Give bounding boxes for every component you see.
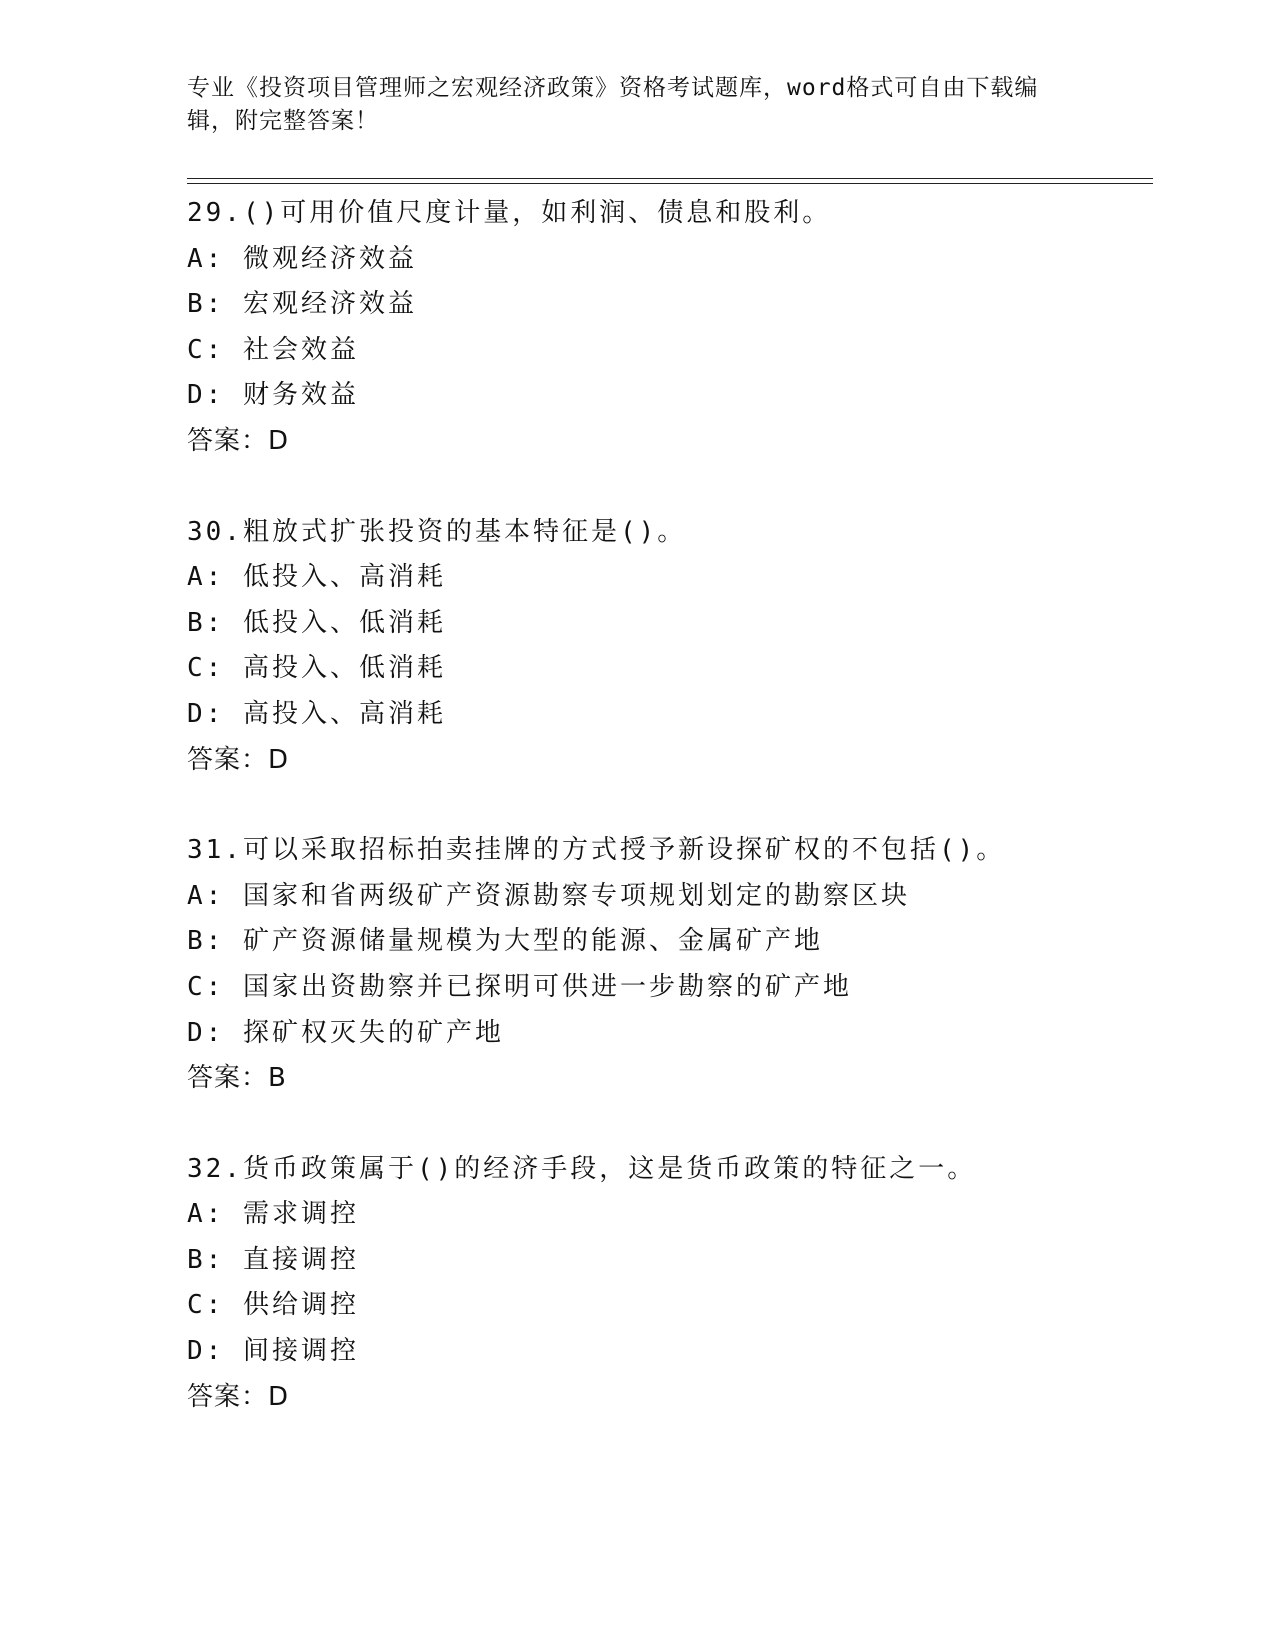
option-b: B: 低投入、低消耗 bbox=[187, 607, 446, 638]
document-header: 专业《投资项目管理师之宏观经济政策》资格考试题库，word格式可自由下载编辑，附完整答案！ bbox=[187, 75, 1039, 134]
option-c: C: 供给调控 bbox=[187, 1290, 359, 1321]
option-d: D: 间接调控 bbox=[187, 1336, 359, 1367]
option-d: D: 探矿权灭失的矿产地 bbox=[187, 1017, 504, 1048]
header-divider-bottom bbox=[187, 183, 1153, 184]
answer-line: 答案：D bbox=[187, 425, 290, 456]
option-c: C: 高投入、低消耗 bbox=[187, 653, 446, 684]
option-d: D: 高投入、高消耗 bbox=[187, 698, 446, 729]
option-b: B: 直接调控 bbox=[187, 1244, 359, 1275]
question-32 bbox=[187, 1147, 1147, 1421]
question-list bbox=[187, 191, 1147, 1465]
question-stem: 31.可以采取招标拍卖挂牌的方式授予新设探矿权的不包括()。 bbox=[187, 835, 1006, 866]
option-c: C: 国家出资勘察并已探明可供进一步勘察的矿产地 bbox=[187, 971, 852, 1002]
question-31 bbox=[187, 828, 1147, 1102]
question-stem: 32.货币政策属于()的经济手段，这是货币政策的特征之一。 bbox=[187, 1153, 977, 1184]
question-stem: 30.粗放式扩张投资的基本特征是()。 bbox=[187, 516, 687, 547]
answer-line: 答案：B bbox=[187, 1063, 287, 1094]
option-c: C: 社会效益 bbox=[187, 334, 359, 365]
option-a: A: 低投入、高消耗 bbox=[187, 562, 446, 593]
option-a: A: 微观经济效益 bbox=[187, 243, 417, 274]
question-30 bbox=[187, 510, 1147, 784]
header-divider-top bbox=[187, 178, 1153, 179]
option-b: B: 矿产资源储量规模为大型的能源、金属矿产地 bbox=[187, 926, 823, 957]
option-a: A: 需求调控 bbox=[187, 1199, 359, 1230]
option-a: A: 国家和省两级矿产资源勘察专项规划划定的勘察区块 bbox=[187, 880, 910, 911]
question-stem: 29.()可用价值尺度计量，如利润、债息和股利。 bbox=[187, 198, 832, 228]
option-d: D: 财务效益 bbox=[187, 380, 359, 411]
question-29 bbox=[187, 191, 1147, 465]
answer-line: 答案：D bbox=[187, 744, 290, 775]
answer-line: 答案：D bbox=[187, 1381, 290, 1412]
option-b: B: 宏观经济效益 bbox=[187, 289, 417, 320]
